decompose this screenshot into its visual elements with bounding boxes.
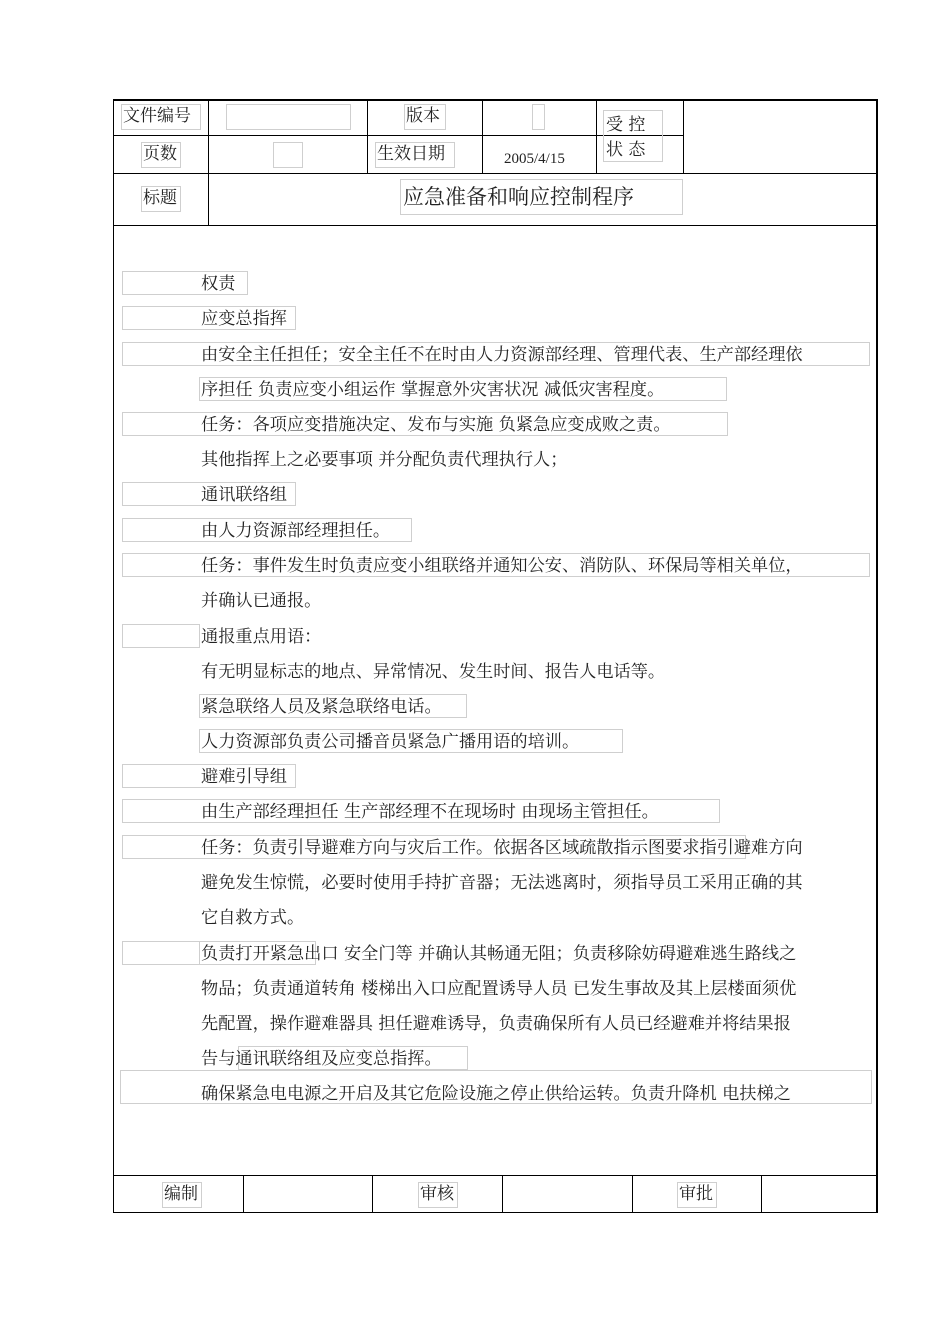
body-line: 紧急联络人员及紧急联络电话。 xyxy=(201,697,442,717)
body-line: 任务：事件发生时负责应变小组联络并通知公安、消防队、环保局等相关单位， xyxy=(201,556,803,576)
body-line: 由人力资源部经理担任。 xyxy=(201,521,391,541)
approved-label-box xyxy=(677,1182,717,1208)
body-line: 并确认已通报。 xyxy=(201,591,322,611)
approved-field xyxy=(770,1182,772,1204)
section-heading-evacuation: 避难引导组 xyxy=(201,767,287,787)
controlled-label-line1: 受 控 xyxy=(606,115,646,135)
body-line: 任务：各项应变措施决定、发布与实施 负紧急应变成败之责。 xyxy=(201,415,671,435)
body-line: 由生产部经理担任 生产部经理不在现场时 由现场主管担任。 xyxy=(201,802,659,822)
approved-label: 审批 xyxy=(679,1184,713,1204)
document-title: 应急准备和响应控制程序 xyxy=(403,185,634,209)
section-heading-report-phrases: 通报重点用语： xyxy=(201,627,322,647)
prepared-label: 编制 xyxy=(164,1184,198,1204)
effective-date-value: 2005/4/15 xyxy=(504,151,565,167)
controlled-label-line2: 状 态 xyxy=(606,140,646,160)
body-line: 序担任 负责应变小组运作 掌握意外灾害状况 减低灾害程度。 xyxy=(201,380,665,400)
version-label: 版本 xyxy=(406,106,440,126)
version-field xyxy=(532,104,545,130)
controlled-status-label-box xyxy=(603,110,663,162)
body-line: 物品；负责通道转角 楼梯出入口应配置诱导人员 已发生事故及其上层楼面须优 xyxy=(201,979,797,999)
prepared-field xyxy=(250,1182,252,1204)
body-line: 人力资源部负责公司播音员紧急广播用语的培训。 xyxy=(201,732,580,752)
body-line: 由安全主任担任；安全主任不在时由人力资源部经理、管理代表、生产部经理依 xyxy=(201,345,803,365)
doc-number-label: 文件编号 xyxy=(123,106,191,126)
body-line: 避免发生惊慌，必要时使用手持扩音器；无法逃离时，须指导员工采用正确的其 xyxy=(201,873,803,893)
reviewed-label: 审核 xyxy=(420,1184,454,1204)
body-line: 其他指挥上之必要事项 并分配负责代理执行人； xyxy=(201,450,568,470)
title-label: 标题 xyxy=(143,188,177,208)
body-line: 负责打开紧急出口 安全门等 并确认其畅通无阻；负责移除妨碍避难逃生路线之 xyxy=(201,944,797,964)
pages-field xyxy=(273,142,303,168)
body-line: 告与通讯联络组及应变总指挥。 xyxy=(201,1049,442,1069)
title-label-box xyxy=(141,186,181,212)
pages-label: 页数 xyxy=(143,144,177,164)
reviewed-label-box xyxy=(418,1182,458,1208)
pages-label-box xyxy=(141,142,181,168)
section-heading-communication: 通讯联络组 xyxy=(201,485,287,505)
body-line: 有无明显标志的地点、异常情况、发生时间、报告人电话等。 xyxy=(201,662,666,682)
doc-number-label-box xyxy=(121,104,201,130)
document-title-box xyxy=(400,179,683,215)
section-heading-commander: 应变总指挥 xyxy=(201,309,287,329)
body-line: 确保紧急电电源之开启及其它危险设施之停止供给运转。负责升降机 电扶梯之 xyxy=(201,1084,791,1104)
effective-date-label-box xyxy=(375,142,455,168)
effective-date-label: 生效日期 xyxy=(377,144,445,164)
version-label-box xyxy=(404,104,446,130)
reviewed-field xyxy=(510,1182,512,1204)
section-heading-responsibilities: 权责 xyxy=(201,274,236,294)
body-line: 任务：负责引导避难方向与灾后工作。依据各区域疏散指示图要求指引避难方向 xyxy=(201,838,803,858)
prepared-label-box xyxy=(162,1182,202,1208)
body-line: 先配置，操作避难器具 担任避难诱导，负责确保所有人员已经避难并将结果报 xyxy=(201,1014,791,1034)
doc-number-field xyxy=(226,104,351,130)
body-line: 它自救方式。 xyxy=(201,908,305,928)
